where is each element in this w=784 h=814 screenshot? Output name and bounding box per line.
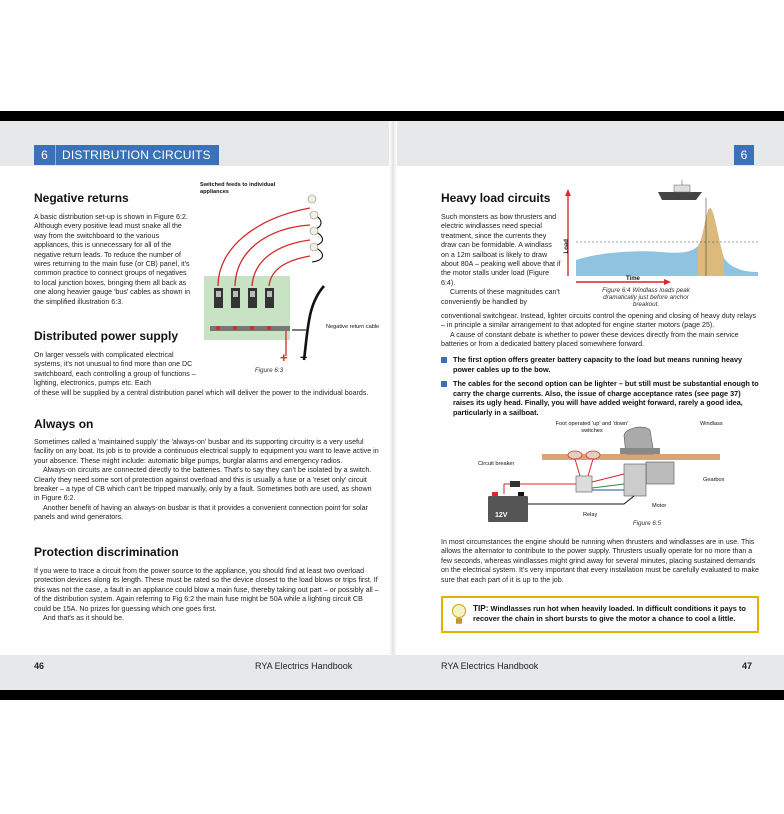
bulb-icons: [308, 195, 318, 251]
busbar: [210, 326, 290, 331]
para-heavy-load-wide: conventional switchgear. Instead, lighter circuits control the opening and closing of heavy duty relays – in principle a similar arrangement to that adopted for engine starter motors (page 25). A cause of constant debate is whether to power these devices directly from the main service batteries or from a dedicated battery placed somewhere forward.: [441, 312, 757, 349]
bulb-icon: [310, 211, 318, 219]
fig64-y-label: Load: [563, 239, 570, 254]
para-protection: If you were to trace a circuit from the power source to the appliance, you should find at least two overload protection devices along its length. These must be rated so the device closest to the load blows or trips first. If this was not the case, a fault in an appliance could blow a main fuse, thereby taking out part – or possibly all – of the distribution system. Again referring to Fig 6:2 the main fuse might be 50A while a lighting circuit CB could be 15A. No prizes for guessing which one goes first. And that's as it should be.: [34, 567, 379, 623]
para-always-on: Sometimes called a 'maintained supply' the 'always-on' busbar and its supporting circuitry is a very useful facility on any boat. Its job is to provide a continuous electrical supply to equipment you want to leave active in your absence. These might include: automatic bilge pumps, burglar alarms and emergency radios. Always-on circuits are connected directly to the batteries. That's to say they can't be isolated by a switch. Clearly they need some sort of protection against overload and this is usually a fuse or a 'reset only' circuit breaker – a type of CB which can't be tripped manually, only by a fault. Sometimes both are used, as shown in Figure 6:2. Another benefit of having an always-on busbar is that it provides a convenient connection point for solar panels and wind generators.: [34, 438, 379, 522]
fig65-label-switches: Foot operated 'up' and 'down' switches: [555, 421, 629, 434]
tip-body: Windlasses run hot when heavily loaded. In difficult conditions it pays to recover the chain in short bursts to give the motor a chance to cool a little.: [473, 604, 746, 623]
fig65-label-motor: Motor: [652, 503, 667, 509]
footer-title-right: RYA Electrics Handbook: [441, 661, 539, 671]
fig65-label-relay: Relay: [583, 512, 598, 518]
footer-page-left: 46: [34, 661, 45, 671]
switch-rocker: [233, 291, 238, 297]
circuit-breaker-icon: [510, 481, 520, 487]
battery-terminal-pos: [492, 492, 498, 496]
figure-6-3-diagram: [196, 178, 386, 378]
terminal: [250, 326, 254, 330]
fig63-minus: –: [300, 349, 308, 364]
chapter-tab: [34, 145, 219, 165]
chapter-number: 6: [34, 145, 56, 165]
bullet-square-icon: [441, 357, 447, 363]
terminal: [267, 326, 271, 330]
fig64-x-label: Time: [626, 276, 640, 282]
para-distributed-power-narrow: On larger vessels with complicated electrical systems, it's not unusual to find more than one DC switchboard, each controlling a group of functions – lighting, electronics, pumps etc. Each: [34, 351, 196, 388]
relay-icon: [576, 476, 592, 492]
switch-rocker: [216, 291, 221, 297]
switch-rocker: [267, 291, 272, 297]
figure-6-4-chart: [562, 178, 760, 286]
fig65-battery-label: 12V: [495, 512, 508, 519]
y-arrowhead-icon: [565, 189, 571, 196]
bullet-square-icon: [441, 381, 447, 387]
fig63-plus: +: [280, 350, 288, 365]
x-arrowhead-icon: [664, 279, 671, 285]
tip-text: [473, 604, 755, 624]
foot-switch-up-icon: [568, 451, 582, 459]
battery-icon: [488, 492, 528, 522]
heading-distributed-power: Distributed power supply: [34, 329, 179, 343]
bulb-icon: [308, 195, 316, 203]
bullet-item: The cables for the second option can be lighter – but still must be substantial enough to carry the charge currents. Also, the issue of charge acceptance rates (see page 37) raises its ugly head. Finally, you will have added weight forward, rarely a good idea, particularly in a sailboat.: [441, 379, 759, 417]
fig65-label-windlass: Windlass: [700, 421, 723, 427]
figure-6-5-diagram: [474, 424, 724, 534]
terminal: [233, 326, 237, 330]
tip-label: TIP:: [473, 604, 489, 613]
fig65-label-breaker: Circuit breaker: [478, 461, 515, 467]
lightbulb-icon: [451, 603, 467, 627]
battery-body: [488, 496, 528, 522]
heading-protection: Protection discrimination: [34, 545, 179, 559]
fig65-caption: Figure 6:5: [632, 520, 662, 527]
chapter-title: DISTRIBUTION CIRCUITS: [62, 148, 211, 162]
gearbox-icon: [646, 462, 674, 484]
terminal: [216, 326, 220, 330]
boat-cabin: [674, 185, 690, 192]
battery-terminal-neg: [518, 492, 524, 496]
fig64-caption: Figure 6:4 Windlass loads peak dramatically just before anchor breakout.: [602, 287, 690, 308]
switch-rocker: [250, 291, 255, 297]
fig65-label-gearbox: Gearbox: [703, 477, 725, 483]
motor-icon: [624, 464, 646, 496]
para-heavy-load-narrow: Such monsters as bow thrusters and electric windlasses need special treatment, since the currents they draw can be formidable. A windlass on a 12m sailboat is likely to draw about 80A – peaking well above that if the motor stalls under load (Figure 6:4). Currents of these magnitudes can't conveniently be handled by: [441, 213, 561, 306]
heading-heavy-load: Heavy load circuits: [441, 191, 551, 205]
top-black-border: [0, 111, 784, 121]
footer-title-left: RYA Electrics Handbook: [255, 661, 353, 671]
foot-switch-down-icon: [586, 451, 600, 459]
fig63-label-feeds: Switched feeds to individual appliances: [200, 182, 276, 195]
para-distributed-power-wide: of these will be supplied by a central distribution panel which will deliver the power to the individual boards.: [34, 389, 369, 397]
bullet-item: The first option offers greater battery capacity to the load but means running heavy power cables up to the bow.: [441, 355, 759, 374]
heading-negative-returns: Negative returns: [34, 191, 129, 205]
para-negative-returns: A basic distribution set-up is shown in Figure 6:2. Although every positive lead must snake all the way from the switchboard to the various appliances, this is unnecessary for all of the negative return leads. To reduce the number of wires returning to the main fuse (or CB) panel, it's common practice to connect groups of negatives to local junction boxes, bringing them all back as one along heavier gauge 'bus' cables as shown in the simplified illustration 6:3.: [34, 213, 191, 306]
footer-band: [0, 655, 784, 690]
footer-page-right: 47: [742, 661, 753, 671]
windlass-base: [620, 448, 660, 454]
bulb-icon: [310, 243, 318, 251]
fig63-label-negative: Negative return cable: [326, 324, 380, 330]
bottom-black-border: [0, 690, 784, 700]
fig63-caption: Figure 6:3: [254, 367, 284, 374]
boat-hull: [658, 192, 702, 200]
chapter-number-right: 6: [734, 145, 754, 165]
bulb-icon: [310, 227, 318, 235]
page-gutter: [389, 121, 397, 690]
heading-always-on: Always on: [34, 417, 94, 431]
para-closing: In most circumstances the engine should be running when thrusters and windlasses are in use. This allows the alternator to contribute to the power supply. Thrusters usually operate for no more than a few seconds, whereas windlasses might grind away for several minutes, placing sustained demands on the electrical system. It's very important that every installation must be carefully evaluated to make sure that each part of it is up to the job.: [441, 538, 759, 584]
tip-box: [441, 596, 759, 633]
